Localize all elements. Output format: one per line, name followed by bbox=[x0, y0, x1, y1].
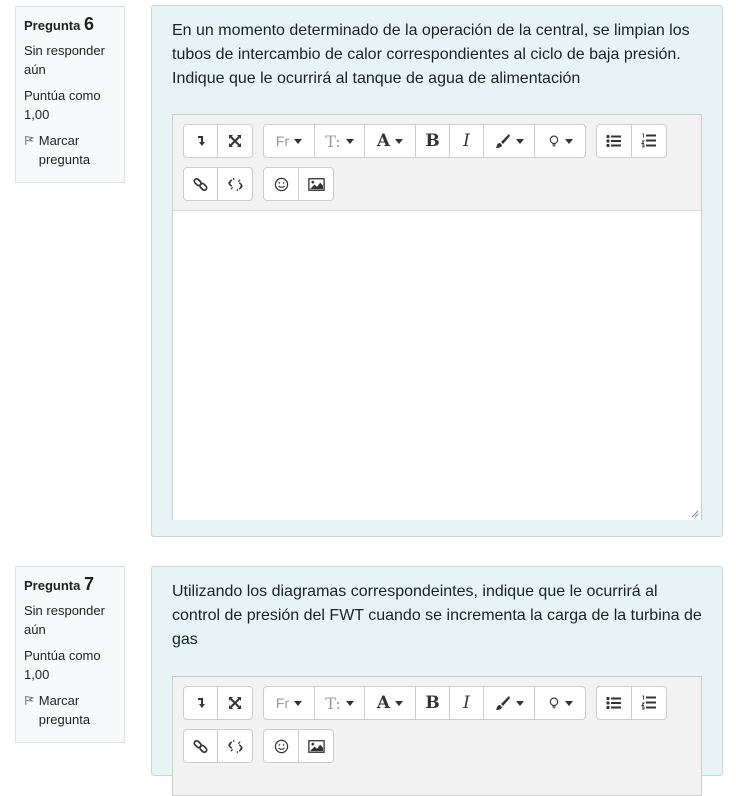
collapse-toolbar-button[interactable] bbox=[183, 124, 218, 158]
emoji-button[interactable] bbox=[263, 729, 299, 763]
link-button[interactable] bbox=[183, 167, 218, 201]
answer-textarea[interactable] bbox=[173, 210, 701, 520]
emoji-icon bbox=[274, 177, 289, 192]
question-grade: Puntúa como 1,00 bbox=[24, 88, 101, 122]
bulleted-list-icon bbox=[606, 134, 622, 148]
bulleted-list-button[interactable] bbox=[596, 124, 632, 158]
image-icon bbox=[308, 178, 325, 191]
fullscreen-icon bbox=[228, 134, 242, 148]
question-content bbox=[151, 566, 723, 776]
style-button[interactable] bbox=[534, 686, 586, 720]
font-family-button[interactable] bbox=[263, 124, 315, 158]
unlink-icon bbox=[228, 177, 243, 192]
style-icon bbox=[548, 134, 560, 149]
flag-icon bbox=[24, 695, 35, 706]
font-color-icon: A bbox=[376, 131, 391, 151]
font-family-icon: Fr bbox=[275, 133, 290, 149]
image-icon bbox=[308, 740, 325, 753]
question-status: Sin responder aún bbox=[24, 43, 105, 77]
font-size-icon: T: bbox=[325, 693, 341, 713]
question-info bbox=[15, 566, 125, 743]
flag-icon bbox=[24, 135, 35, 146]
question-label: Pregunta bbox=[24, 18, 81, 33]
answer-editor bbox=[172, 114, 702, 520]
italic-button[interactable] bbox=[449, 124, 484, 158]
link-button[interactable] bbox=[183, 729, 218, 763]
question-grade: Puntúa como 1,00 bbox=[24, 648, 101, 682]
numbered-list-icon bbox=[641, 133, 657, 149]
fullscreen-button[interactable] bbox=[217, 686, 253, 720]
fullscreen-icon bbox=[228, 696, 242, 710]
italic-button[interactable] bbox=[449, 686, 484, 720]
resize-handle-icon[interactable] bbox=[691, 510, 699, 518]
highlight-icon bbox=[495, 133, 511, 149]
flag-question-button[interactable] bbox=[24, 131, 124, 169]
bold-button[interactable] bbox=[415, 686, 450, 720]
font-color-button[interactable] bbox=[364, 686, 416, 720]
bold-icon: B bbox=[425, 693, 440, 713]
italic-icon: I bbox=[463, 131, 470, 151]
highlight-button[interactable] bbox=[483, 686, 535, 720]
question-number-value: 7 bbox=[83, 574, 94, 594]
font-color-button[interactable] bbox=[364, 124, 416, 158]
flag-question-button[interactable] bbox=[24, 691, 124, 729]
font-size-icon: T: bbox=[325, 131, 341, 151]
font-size-button[interactable] bbox=[314, 124, 365, 158]
question-number-value: 6 bbox=[83, 14, 94, 34]
question-text: En un momento determinado de la operación de la central, se limpian los tubos de intercambio de calor correspondientes al ciclo de baja presión. Indique que le ocurrirá al tanque de agua de alimentación bbox=[172, 22, 690, 87]
question-text: Utilizando los diagramas correspondeintes, indique que le ocurrirá al control de presión del FWT cuando se incrementa la carga de la turbina de gas bbox=[172, 583, 702, 648]
question-number bbox=[24, 575, 124, 595]
image-button[interactable] bbox=[298, 729, 334, 763]
emoji-icon bbox=[274, 739, 289, 754]
question-number bbox=[24, 15, 124, 35]
unlink-button[interactable] bbox=[217, 729, 253, 763]
font-family-button[interactable] bbox=[263, 686, 315, 720]
bulleted-list-button[interactable] bbox=[596, 686, 632, 720]
numbered-list-button[interactable] bbox=[631, 124, 667, 158]
link-icon bbox=[193, 177, 208, 192]
unlink-icon bbox=[228, 739, 243, 754]
font-size-button[interactable] bbox=[314, 686, 365, 720]
flag-question-label: Marcar pregunta bbox=[38, 693, 91, 727]
question-content bbox=[151, 5, 723, 537]
emoji-button[interactable] bbox=[263, 167, 299, 201]
font-family-icon: Fr bbox=[275, 695, 290, 711]
image-button[interactable] bbox=[298, 167, 334, 201]
bulleted-list-icon bbox=[606, 696, 622, 710]
unlink-button[interactable] bbox=[217, 167, 253, 201]
flag-question-label: Marcar pregunta bbox=[38, 133, 91, 167]
collapse-icon bbox=[194, 134, 208, 148]
bold-button[interactable] bbox=[415, 124, 450, 158]
fullscreen-button[interactable] bbox=[217, 124, 253, 158]
question-status: Sin responder aún bbox=[24, 603, 105, 637]
collapse-toolbar-button[interactable] bbox=[183, 686, 218, 720]
collapse-icon bbox=[194, 696, 208, 710]
italic-icon: I bbox=[463, 693, 470, 713]
numbered-list-icon bbox=[641, 695, 657, 711]
style-icon bbox=[548, 696, 560, 711]
question-label: Pregunta bbox=[24, 578, 81, 593]
style-button[interactable] bbox=[534, 124, 586, 158]
highlight-icon bbox=[495, 695, 511, 711]
answer-editor bbox=[172, 676, 702, 796]
highlight-button[interactable] bbox=[483, 124, 535, 158]
question-info bbox=[15, 6, 125, 183]
bold-icon: B bbox=[425, 131, 440, 151]
font-color-icon: A bbox=[376, 693, 391, 713]
numbered-list-button[interactable] bbox=[631, 686, 667, 720]
link-icon bbox=[193, 739, 208, 754]
